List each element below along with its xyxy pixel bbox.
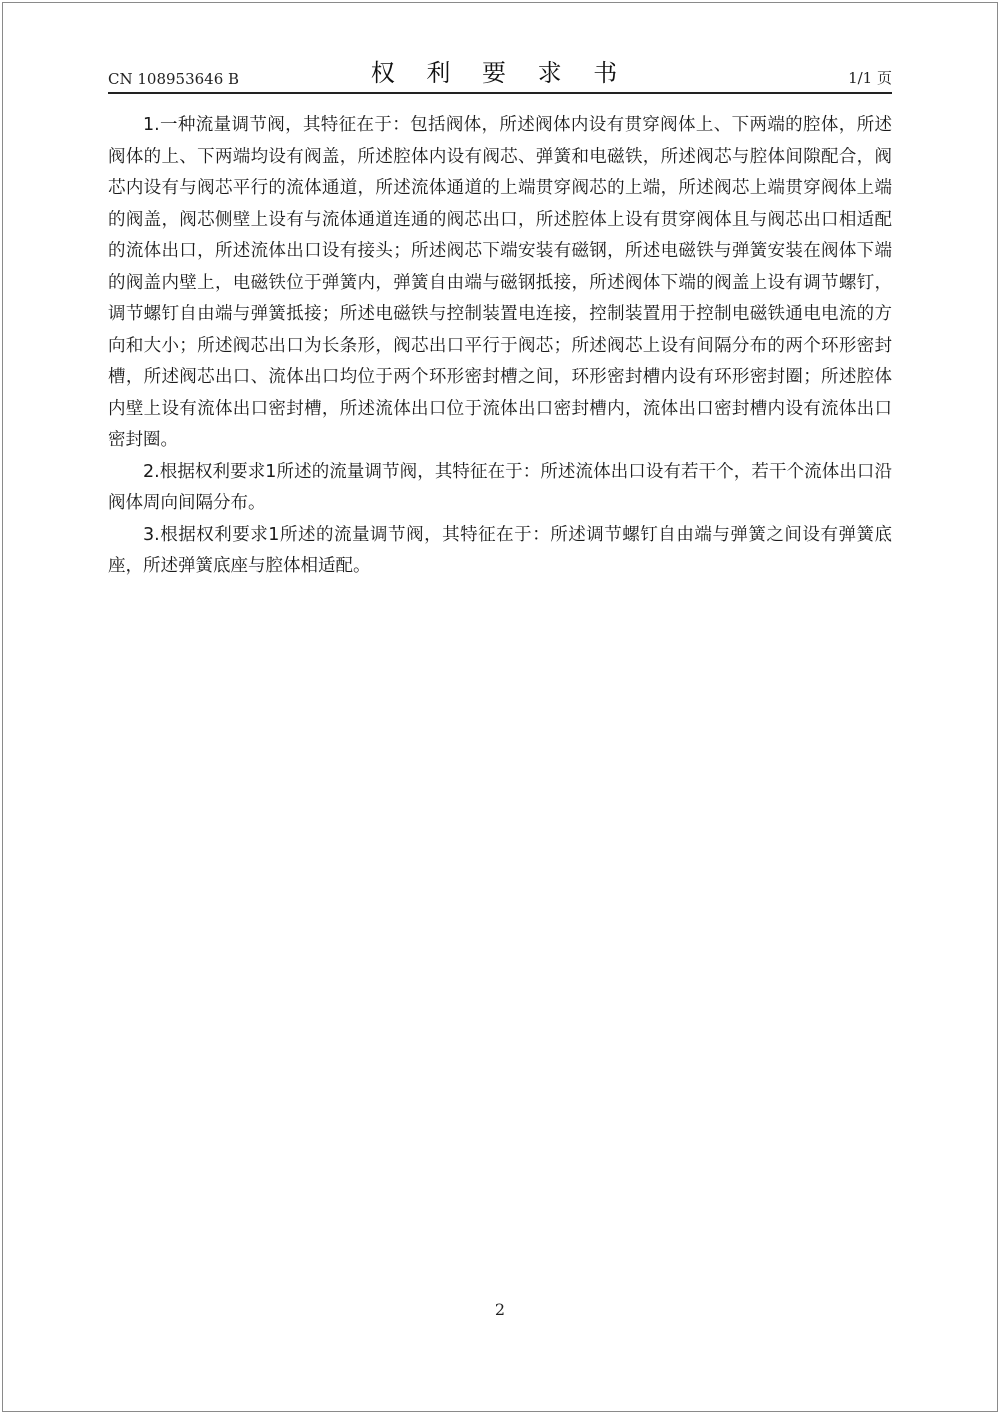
claims-section xyxy=(108,110,892,583)
page-count: 1/1 页 xyxy=(848,69,892,87)
document-title: 权 利 要 求 书 xyxy=(370,59,630,87)
claim-3: 3.根据权利要求1所述的流量调节阀，其特征在于：所述调节螺钉自由端与弹簧之间设有弹簧底座，所述弹簧底座与腔体相适配。 xyxy=(108,524,892,576)
claim-1: 1.一种流量调节阀，其特征在于：包括阀体，所述阀体内设有贯穿阀体上、下两端的腔体，所述阀体的上、下两端均设有阀盖，所述腔体内设有阀芯、弹簧和电磁铁，所述阀芯与腔体间隙配合，阀芯内设有与阀芯平行的流体通道，所述流体通道的上端贯穿阀芯的上端，所述阀芯上端贯穿阀体上端的阀盖，阀芯侧壁上设有与流体通道连通的阀芯出口，所述腔体上设有贯穿阀体且与阀芯出口相适配的流体出口，所述流体出口设有接头；所述阀芯下端安装有磁钢，所述电磁铁与弹簧安装在阀体下端的阀盖内壁上，电磁铁位于弹簧内，弹簧自由端与磁钢抵接，所述阀体下端的阀盖上设有调节螺钉，调节螺钉自由端与弹簧抵接；所述电磁铁与控制装置电连接，控制装置用于控制电磁铁通电电流的方向和大小；所述阀芯出口为长条形，阀芯出口平行于阀芯；所述阀芯上设有间隔分布的两个环形密封槽，所述阀芯出口、流体出口均位于两个环形密封槽之间，环形密封槽内设有环形密封圈；所述腔体内壁上设有流体出口密封槽，所述流体出口位于流体出口密封槽内，流体出口密封槽内设有流体出口密封圈。 xyxy=(108,115,892,450)
publication-number: CN 108953646 B xyxy=(108,70,240,88)
page-number: 2 xyxy=(494,1300,506,1319)
claim-2: 2.根据权利要求1所述的流量调节阀，其特征在于：所述流体出口设有若干个，若干个流体出口沿阀体周向间隔分布。 xyxy=(108,461,892,513)
page-header xyxy=(108,58,892,92)
header-divider xyxy=(108,92,892,94)
